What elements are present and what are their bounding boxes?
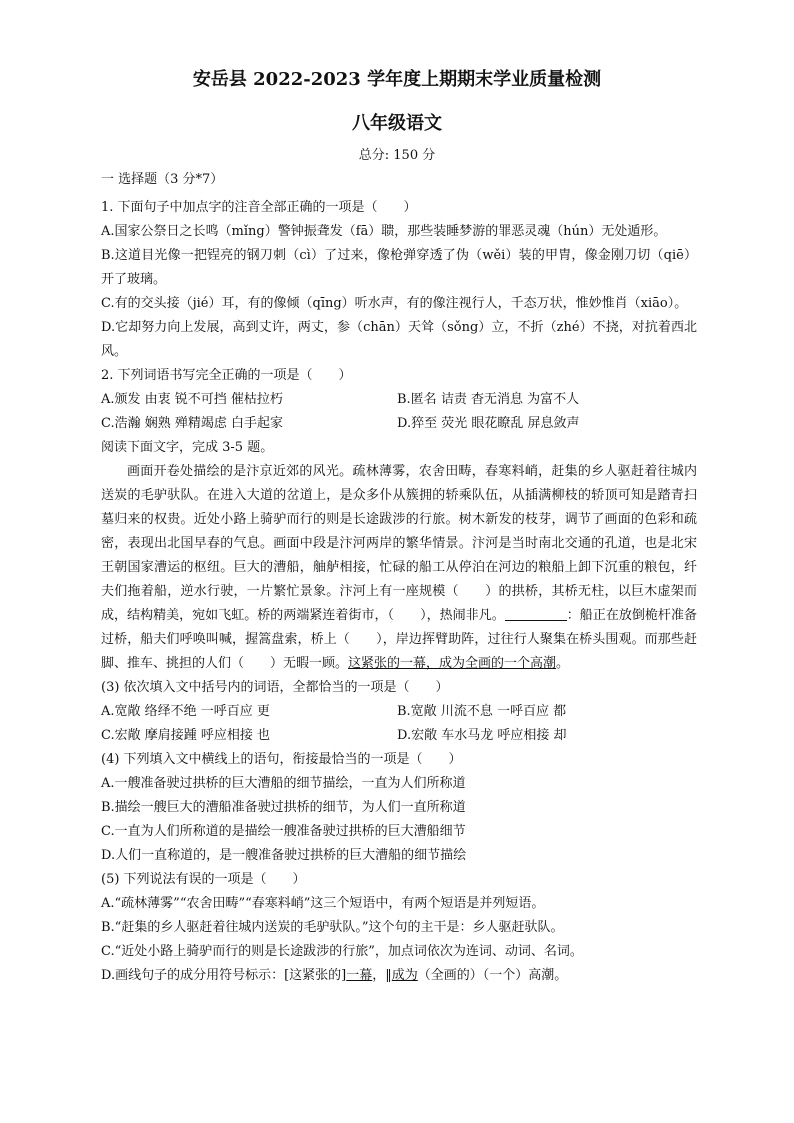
question-2-options-row-1 [101, 388, 697, 412]
reading-passage [101, 460, 697, 676]
question-3-option-d: D.宏敞 车水马龙 呼应相接 却 [397, 728, 567, 743]
question-5-option-d [101, 964, 697, 988]
question-5-option-b: B.“赶集的乡人驱赶着往城内送炭的毛驴驮队。”这个句的主干是：乡人驱赶驮队。 [101, 920, 564, 935]
exam-body [101, 168, 697, 988]
question-2-option-c: C.浩瀚 娴熟 殚精竭虑 白手起家 [101, 416, 284, 431]
passage-text-part-1: 画面开卷处描绘的是汴京近郊的风光。疏林薄雾，农舍田畴，春寒料峭，赶集的乡人驱赶着往城内送炭的毛驴驮队。在进入大道的岔道上，是众多仆从簇拥的轿乘队伍，从插满柳枝的轿顶可知是踏青扫墓归来的权贵。近处小路上骑驴而行的则是长途跋涉的行旅。树木新发的枝芽，调节了画面的色彩和疏密，表现出北国早春的气息。画面中段是汴河两岸的繁华情景。汴河是当时南北交通的孔道，也是北宋王朝国家漕运的枢纽。巨大的漕船，舳舻相接，忙碌的船工从停泊在河边的粮船上卸下沉重的粮包，纤夫们拖着船，逆水行驶，一片繁忙景象。汴河上有一座规模（ ）的拱桥，其桥无柱，以巨木虚架而成，结构精美，宛如飞虹。桥的两端紧连着街市，（ ），热闹非凡。 [101, 464, 697, 623]
option-d-predicate: 成为 [391, 968, 418, 983]
question-3-stem: (3) 依次填入文中括号内的词语，全都恰当的一项是（ ） [101, 680, 449, 695]
question-1-option-c: C.有的交头接（jié）耳，有的像倾（qīng）听水声，有的像注视行人，千态万状，惟妙惟肖（xiāo）。 [101, 296, 688, 311]
question-3-options-row-2 [101, 724, 697, 748]
question-5-stem: (5) 下列说法有误的一项是（ ） [101, 872, 306, 887]
question-5-option-a: A.“疏林薄雾”“农舍田畴”“春寒料峭”这三个短语中，有两个短语是并列短语。 [101, 896, 545, 911]
question-4-option-b: B.描绘一艘巨大的漕船准备驶过拱桥的细节，为人们一直所称道 [101, 800, 466, 815]
question-3-option-c: C.宏敞 摩肩接踵 呼应相接 也 [101, 728, 271, 743]
question-1-option-d: D.它却努力向上发展，高到丈许，两丈，参（chān）天耸（sǒng）立，不折（zhé）不挠，对抗着西北风。 [101, 320, 697, 359]
option-d-suffix: （全画的）（一个）高潮。 [417, 968, 568, 983]
reading-intro: 阅读下面文字，完成 3-5 题。 [101, 440, 274, 455]
exam-title: 安岳县 2022-2023 学年度上期期末学业质量检测 [192, 69, 602, 90]
question-4-option-c: C.一直为人们所称道的是描绘一艘准备驶过拱桥的巨大漕船细节 [101, 824, 466, 839]
question-2-option-d: D.猝至 荧光 眼花瞭乱 屏息敛声 [397, 416, 580, 431]
question-3-option-a: A.宽敞 络绎不绝 一呼百应 更 [101, 704, 270, 719]
question-1-option-b: B.这道目光像一把锃亮的钢刀刺（cì）了过来，像枪弹穿透了伪（wěi）装的甲胄，像金刚刀切（qiē）开了玻璃。 [101, 248, 697, 287]
question-4-option-d: D.人们一直称道的，是一艘准备驶过拱桥的巨大漕船的细节描绘 [101, 848, 467, 863]
option-d-prefix: D.画线句子的成分用符号标示：[这紧张的] [101, 968, 347, 983]
question-1-option-a: A.国家公祭日之长鸣（mǐng）警钟振聋发（fā）聩，那些装睡梦游的罪恶灵魂（hún）无处遁形。 [101, 224, 667, 239]
passage-text-end: 。 [556, 656, 570, 671]
question-2-stem: 2. 下列词语书写完全正确的一项是（ ） [101, 368, 352, 383]
question-2-option-a: A.颁发 由衷 锐不可挡 催枯拉朽 [101, 392, 283, 407]
question-4-option-a: A.一艘准备驶过拱桥的巨大漕船的细节描绘，一直为人们所称道 [101, 776, 466, 791]
passage-text-part-2: ：船正在放倒桅杆准备过桥，船夫们呼唤叫喊，握篙盘索，桥上（ ），岸边挥臂助阵，过往行人聚集在桥头围观。而那些赶脚、推车、挑担的人们（ ）无暇一顾。 [101, 608, 697, 671]
question-5-option-c: C.“近处小路上骑驴而行的则是长途跋涉的行旅”，加点词依次为连词、动词、名词。 [101, 944, 583, 959]
question-1-stem: 1. 下面句子中加点字的注音全部正确的一项是（ ） [101, 200, 417, 215]
underlined-sentence: 这紧张的一幕，成为全画的一个高潮 [348, 656, 557, 671]
exam-subtitle: 八年级语文 [352, 113, 442, 134]
option-d-separator: ，‖ [372, 968, 392, 983]
question-4-stem: (4) 下列填入文中横线上的语句，衔接最恰当的一项是（ ） [101, 752, 462, 767]
section-title: 一 选择题（3 分*7） [101, 172, 224, 187]
question-2-option-b: B.匿名 诘责 杳无消息 为富不人 [397, 392, 580, 407]
question-2-options-row-2 [101, 412, 697, 436]
total-score: 总分: 150 分 [358, 148, 436, 163]
fill-in-blank-line [505, 606, 567, 621]
option-d-subject: 一幕 [346, 968, 373, 983]
question-3-option-b: B.宽敞 川流不息 一呼百应 都 [397, 704, 567, 719]
question-3-options-row-1 [101, 700, 697, 724]
